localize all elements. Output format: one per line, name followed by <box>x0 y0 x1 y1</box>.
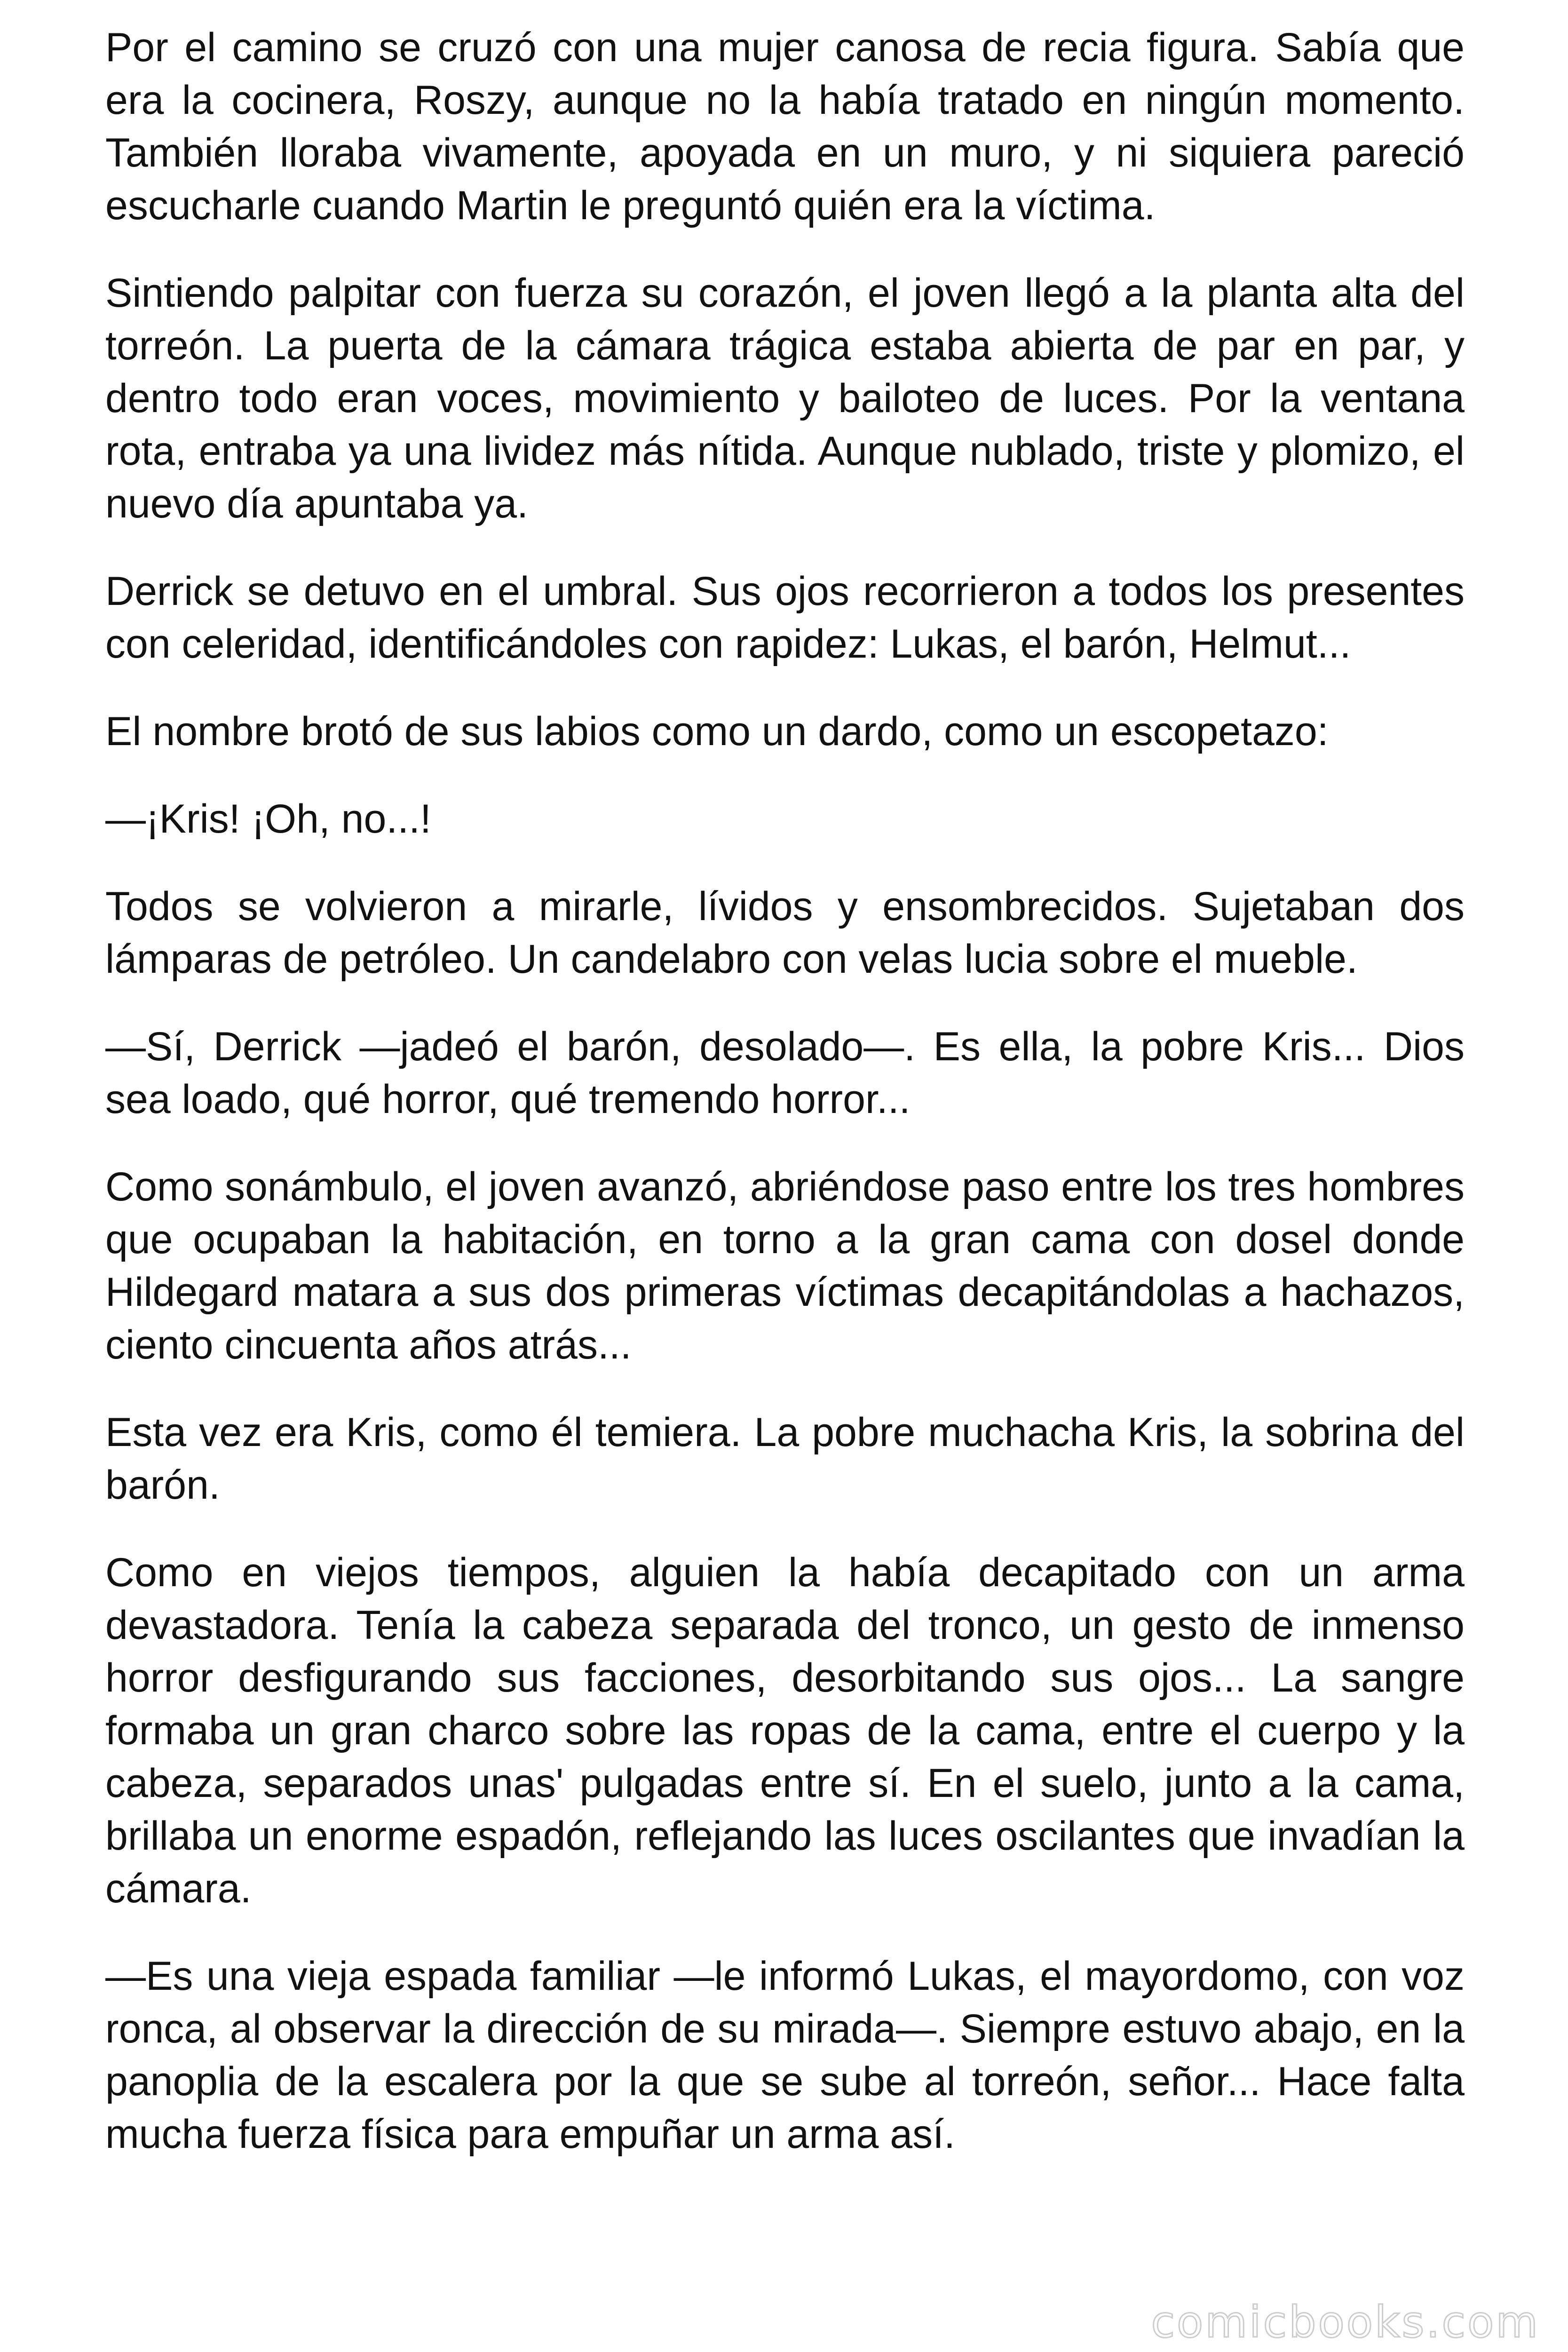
paragraph: Derrick se detuvo en el umbral. Sus ojos recorrieron a todos los presentes con celeridad, identificándoles con rapidez: Lukas, el barón, Helmut... <box>105 569 1465 667</box>
paragraph: El nombre brotó de sus labios como un dardo, como un escopetazo: <box>105 709 1329 754</box>
paragraph: Como sonámbulo, el joven avanzó, abriéndose paso entre los tres hombres que ocupaban la habitación, en torno a la gran cama con dosel donde Hildegard matara a sus dos primeras víctimas decapitándolas a hachazos, ciento cincuenta años atrás... <box>105 1164 1465 1367</box>
watermark: comicbooks.com <box>1151 2297 1540 2347</box>
dialogue-line: —¡Kris! ¡Oh, no...! <box>105 796 431 842</box>
page-body <box>105 21 1465 2195</box>
paragraph: Como en viejos tiempos, alguien la había decapitado con un arma devastadora. Tenía la cabeza separada del tronco, un gesto de inmenso horror desfigurando sus facciones, desorbitando sus ojos... La sangre formaba un gran charco sobre las ropas de la cama, entre el cuerpo y la cabeza, separados unas' pulgadas entre sí. En el suelo, junto a la cama, brillaba un enorme espadón, reflejando las luces oscilantes que invadían la cámara. <box>105 1550 1465 1911</box>
paragraph: Sintiendo palpitar con fuerza su corazón, el joven llegó a la planta alta del torreón. La puerta de la cámara trágica estaba abierta de par en par, y dentro todo eran voces, movimiento y bailoteo de luces. Por la ventana rota, entraba ya una lividez más nítida. Aunque nublado, triste y plomizo, el nuevo día apuntaba ya. <box>105 270 1465 526</box>
dialogue-line: —Sí, Derrick —jadeó el barón, desolado—. Es ella, la pobre Kris... Dios sea loado, qué horror, qué tremendo horror... <box>105 1024 1465 1122</box>
paragraph: Todos se volvieron a mirarle, lívidos y ensombrecidos. Sujetaban dos lámparas de petróleo. Un candelabro con velas lucia sobre el mueble. <box>105 884 1465 982</box>
paragraph: Esta vez era Kris, como él temiera. La pobre muchacha Kris, la sobrina del barón. <box>105 1410 1465 1508</box>
paragraph: Por el camino se cruzó con una mujer canosa de recia figura. Sabía que era la cocinera, Roszy, aunque no la había tratado en ningún momento. También lloraba vivamente, apoyada en un muro, y ni siquiera pareció escucharle cuando Martin le preguntó quién era la víctima. <box>105 25 1465 228</box>
dialogue-line: —Es una vieja espada familiar —le informó Lukas, el mayordomo, con voz ronca, al observar la dirección de su mirada—. Siempre estuvo abajo, en la panoplia de la escalera por la que se sube al torreón, señor... Hace falta mucha fuerza física para empuñar un arma así. <box>105 1954 1465 2157</box>
